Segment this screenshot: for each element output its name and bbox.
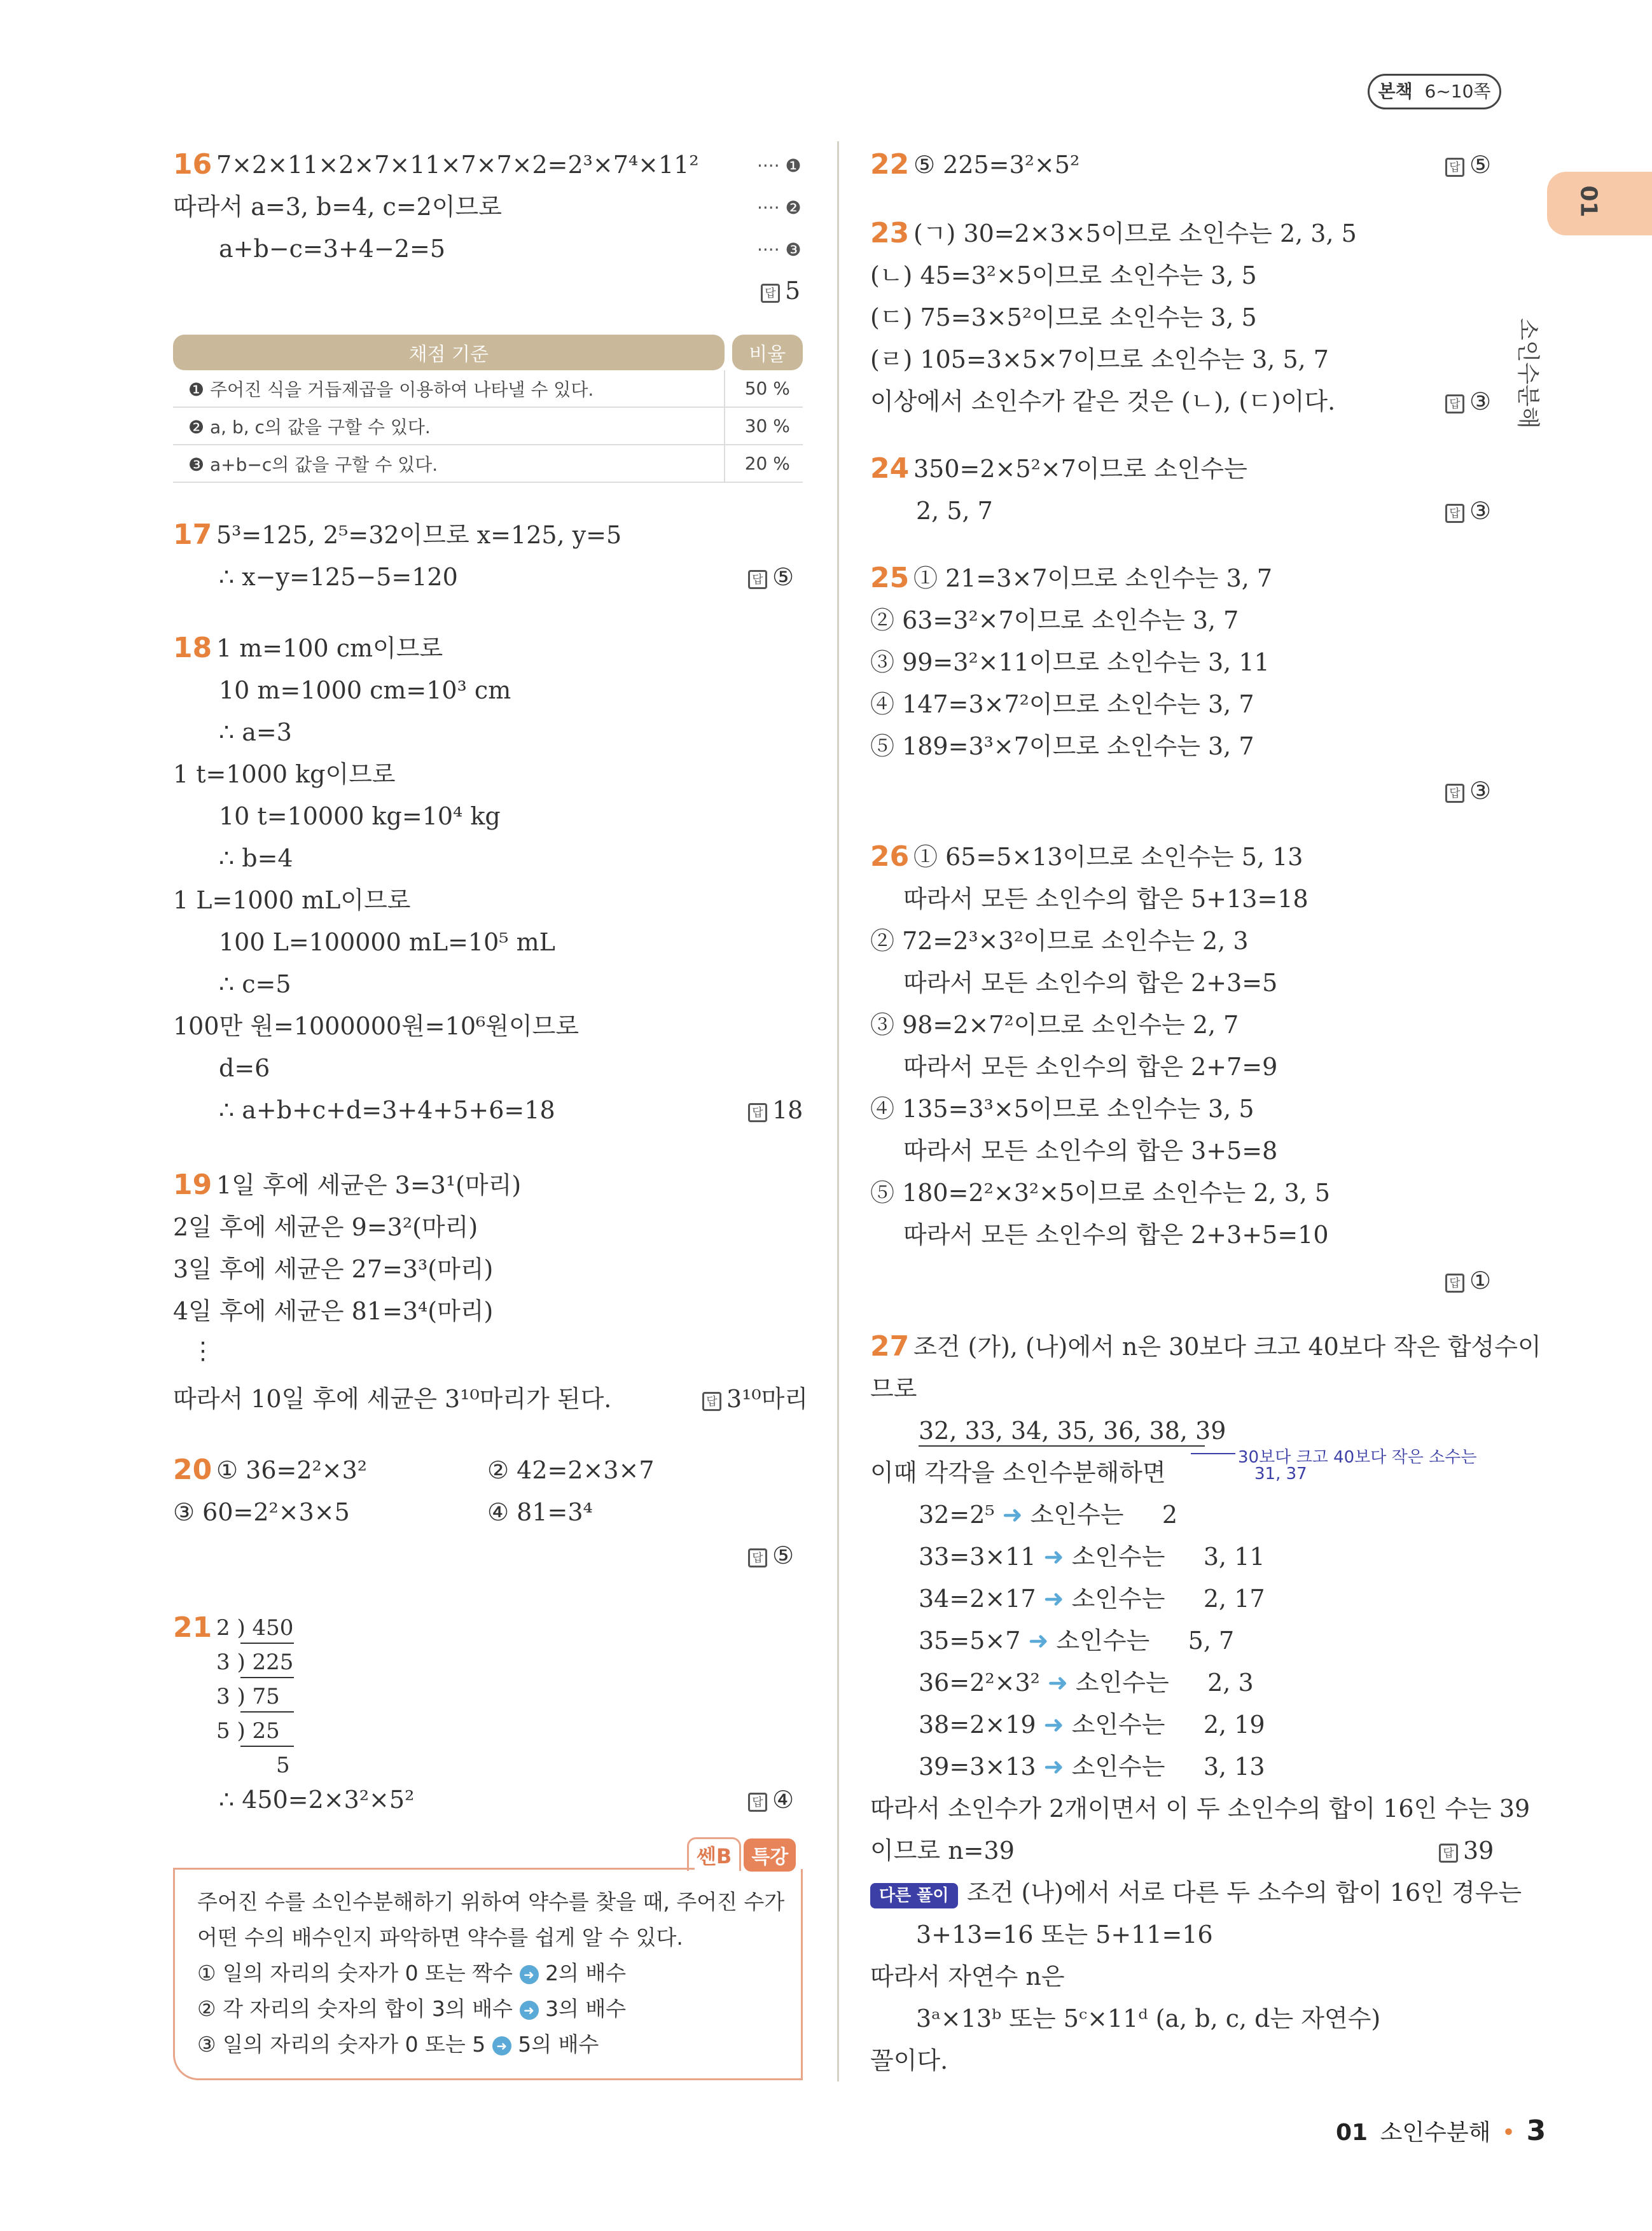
q25-number: 25: [870, 562, 910, 594]
q26-line5: ③ 98=2×7²이므로 소인수는 2, 7: [870, 1011, 1239, 1039]
q25-line1: ① 21=3×7이므로 소인수는 3, 7: [913, 564, 1273, 592]
q27-line6: 이므로 n=39: [870, 1837, 1015, 1865]
tip-line1: 주어진 수를 소인수분해하기 위하여 약수를 찾을 때, 주어진 수가: [197, 1889, 785, 1914]
arrow-icon: ➜: [520, 2001, 539, 2020]
q27-line5: 따라서 소인수가 2개이면서 이 두 소인수의 합이 16인 수는 39: [870, 1795, 1531, 1823]
q18-answer: [748, 1095, 803, 1125]
division-line: [240, 1677, 294, 1678]
q27-line4: 이때 각각을 소인수분해하면: [870, 1459, 1166, 1487]
q23-line5: 이상에서 소인수가 같은 것은 (ㄴ), (ㄷ)이다.: [870, 387, 1336, 415]
q20-option-3: ③ 60=2²×3×5: [173, 1498, 350, 1526]
q27-row-1: [919, 1500, 1177, 1529]
q21-line6: ∴ 450=2×3²×5²: [219, 1786, 415, 1814]
q17-line2: ∴ x−y=125−5=120: [219, 563, 458, 591]
q18-line2: 10 m=1000 cm=10³ cm: [219, 676, 511, 704]
arrow-icon: ➜: [1043, 1711, 1064, 1739]
q27-row-4-phrase: 소인수는: [1056, 1627, 1150, 1655]
q26-line8: 따라서 모든 소인수의 합은 3+5=8: [903, 1137, 1278, 1165]
answer-icon: 답: [702, 1392, 721, 1411]
q27-row-6-phrase: 소인수는: [1071, 1711, 1165, 1739]
q27-row-3: [919, 1584, 1265, 1613]
q26-answer: [1445, 1266, 1491, 1295]
criteria-pct-2: 30 %: [732, 407, 803, 445]
answer-icon: 답: [1445, 158, 1464, 177]
arrow-icon: ➜: [1043, 1585, 1064, 1613]
answer-icon: 답: [1445, 784, 1464, 803]
q27-line2: 므로: [870, 1375, 917, 1403]
tip-badge: [687, 1837, 796, 1869]
criteria-row-2: ❷ a, b, c의 값을 구할 수 있다.: [173, 407, 725, 445]
q27-underline: [919, 1445, 1205, 1447]
q22-number: 22: [870, 148, 910, 181]
q24-answer-value: ③: [1469, 497, 1492, 525]
chapter-side-tab: [1547, 172, 1652, 235]
q27-row-3-factor: 34=2×17: [919, 1585, 1036, 1613]
q24-line1: 350=2×5²×7이므로 소인수는: [913, 455, 1247, 483]
q17-answer: [748, 562, 794, 592]
criteria-header: 채점 기준: [173, 335, 725, 370]
criteria-pct-1: 50 %: [732, 370, 803, 407]
q21-answer: [748, 1785, 794, 1814]
q18-line12: ∴ a+b+c+d=3+4+5+6=18: [219, 1096, 555, 1124]
q27-number: 27: [870, 1330, 910, 1363]
q27-row-2-phrase: 소인수는: [1071, 1543, 1165, 1571]
q19-line1: 1일 후에 세균은 3=3¹(마리): [216, 1171, 522, 1199]
q16-step2: ···· ❷: [757, 197, 802, 218]
q27-row-6-primes: 2, 19: [1203, 1711, 1265, 1739]
chapter-number: 01: [1575, 185, 1602, 218]
q19-line4: 4일 후에 세균은 81=3⁴(마리): [173, 1297, 494, 1325]
alternate-solution-badge: 다른 풀이: [870, 1883, 958, 1908]
q27-row-6: [919, 1710, 1265, 1739]
q27-line3: 32, 33, 34, 35, 36, 38, 39: [919, 1417, 1226, 1445]
arrow-icon: ➜: [1002, 1501, 1023, 1529]
q20-option-1: ① 36=2²×3²: [216, 1456, 367, 1484]
tip-rule-3: ③ 일의 자리의 숫자가 0 또는 5: [197, 2032, 486, 2057]
q27-row-4: [919, 1626, 1234, 1655]
q19-line6: 따라서 10일 후에 세균은 3¹⁰마리가 된다.: [173, 1385, 612, 1413]
q27-row-6-factor: 38=2×19: [919, 1711, 1036, 1739]
q16-line2: 따라서 a=3, b=4, c=2이므로: [173, 193, 502, 221]
q16-step1: ···· ❶: [757, 155, 802, 176]
q23-line4: (ㄹ) 105=3×5×7이므로 소인수는 3, 5, 7: [870, 345, 1329, 373]
chapter-side-title: 소인수분해: [1515, 318, 1541, 429]
answer-icon: 답: [1445, 1274, 1464, 1293]
answer-icon: 답: [748, 1548, 767, 1567]
q25-answer: [1445, 776, 1491, 805]
q27-row-2: [919, 1542, 1265, 1571]
answer-icon: 답: [761, 284, 780, 303]
tip-line5: [197, 2027, 599, 2062]
q23-answer-value: ③: [1469, 387, 1492, 415]
q24-number: 24: [870, 452, 910, 485]
q26-line3: ② 72=2³×3²이므로 소인수는 2, 3: [870, 927, 1249, 955]
tip-line3: [197, 1956, 626, 1991]
q18-line6: ∴ b=4: [219, 844, 293, 872]
q26-line6: 따라서 모든 소인수의 합은 2+7=9: [903, 1053, 1278, 1081]
q18-line10: 100만 원=1000000원=10⁶원이므로: [173, 1012, 580, 1040]
division-line: [240, 1643, 294, 1644]
q25-answer-value: ③: [1469, 777, 1492, 805]
answer-icon: 답: [1445, 394, 1464, 414]
arrow-icon: ➜: [1028, 1627, 1049, 1655]
q26-number: 26: [870, 840, 910, 873]
tip-box-top-border: [173, 1868, 695, 1870]
answer-icon: 답: [1445, 504, 1464, 523]
q24-answer: [1445, 496, 1491, 525]
q27-row-7: [919, 1752, 1265, 1781]
q27-row-2-primes: 3, 11: [1203, 1543, 1265, 1571]
q17-answer-value: ⑤: [772, 563, 795, 591]
q27-row-1-phrase: 소인수는: [1030, 1501, 1124, 1529]
q27-row-2-factor: 33=3×11: [919, 1543, 1036, 1571]
q21-division-4: 5 ) 25: [216, 1718, 280, 1744]
q21-division-1: 2 ) 450: [216, 1615, 294, 1641]
arrow-icon: ➜: [1043, 1543, 1064, 1571]
q25-line3: ③ 99=3²×11이므로 소인수는 3, 11: [870, 648, 1270, 676]
arrow-icon: ➜: [520, 1965, 539, 1984]
arrow-icon: ➜: [1047, 1669, 1068, 1697]
criteria-pct-3: 20 %: [732, 445, 803, 482]
q17-number: 17: [173, 518, 212, 551]
division-line: [240, 1746, 294, 1747]
book-label: 본책: [1378, 81, 1413, 102]
footer-chapter-title: 소인수분해: [1380, 2120, 1491, 2146]
q16-number: 16: [173, 148, 212, 181]
page-range-tag: [1368, 74, 1501, 109]
answer-icon: 답: [1439, 1844, 1458, 1863]
tip-badge-label: 특강: [744, 1838, 796, 1872]
q20-option-2: ② 42=2×3×7: [487, 1456, 655, 1484]
alt-line5: 꼴이다.: [870, 2047, 948, 2075]
q27-row-1-primes: 2: [1162, 1501, 1178, 1529]
q16-line1: 7×2×11×2×7×11×7×7×2=2³×7⁴×11²: [216, 151, 699, 179]
q18-line1: 1 m=100 cm이므로: [216, 634, 443, 662]
q21-division-5: 5: [276, 1753, 290, 1778]
q27-answer: [1439, 1836, 1494, 1865]
q17-line1: 5³=125, 2⁵=32이므로 x=125, y=5: [216, 521, 622, 549]
page-number: 3: [1526, 2115, 1546, 2147]
q19-line3: 3일 후에 세균은 27=3³(마리): [173, 1255, 494, 1283]
q20-option-4: ④ 81=3⁴: [487, 1498, 593, 1526]
tip-rule-1-result: 2의 배수: [545, 1961, 627, 1985]
q27-row-5: [919, 1668, 1254, 1697]
q18-line5: 10 t=10000 kg=10⁴ kg: [219, 802, 501, 830]
q16-answer: [761, 276, 800, 305]
q27-line1: 조건 (가), (나)에서 n은 30보다 크고 40보다 작은 합성수이: [913, 1333, 1541, 1361]
alt-line4: 3ᵃ×13ᵇ 또는 5ᶜ×11ᵈ (a, b, c, d는 자연수): [916, 2005, 1381, 2033]
q18-line11: d=6: [219, 1054, 270, 1082]
q23-line1: (ㄱ) 30=2×3×5이므로 소인수는 2, 3, 5: [913, 219, 1357, 247]
q18-answer-value: 18: [772, 1096, 803, 1124]
tip-rule-1: ① 일의 자리의 숫자가 0 또는 짝수: [197, 1961, 513, 1985]
q18-line3: ∴ a=3: [219, 718, 292, 746]
q26-line1: ① 65=5×13이므로 소인수는 5, 13: [913, 843, 1303, 871]
q26-line10: 따라서 모든 소인수의 합은 2+3+5=10: [903, 1221, 1329, 1249]
footer-chapter-number: 01: [1336, 2120, 1368, 2146]
q26-line2: 따라서 모든 소인수의 합은 5+13=18: [903, 885, 1308, 913]
tip-rule-2-result: 3의 배수: [545, 1996, 627, 2021]
page-range: 6~10쪽: [1424, 81, 1491, 102]
q16-step3: ···· ❸: [757, 239, 802, 260]
q21-division-2: 3 ) 225: [216, 1650, 294, 1675]
grading-criteria-table: [173, 335, 803, 483]
q26-line7: ④ 135=3³×5이므로 소인수는 3, 5: [870, 1095, 1254, 1123]
tip-badge-name: 쎈B: [687, 1837, 741, 1871]
q18-line8: 100 L=100000 mL=10⁵ mL: [219, 928, 555, 956]
q18-line4: 1 t=1000 kg이므로: [173, 760, 396, 788]
q27-row-4-primes: 5, 7: [1188, 1627, 1235, 1655]
q19-answer: [702, 1384, 808, 1414]
q16-answer-value: 5: [785, 277, 801, 305]
q18-line7: 1 L=1000 mL이므로: [173, 886, 411, 914]
q20-answer: [748, 1541, 794, 1570]
arrow-icon: ➜: [1043, 1753, 1064, 1781]
q26-answer-value: ①: [1469, 1267, 1492, 1295]
q22-answer: [1445, 150, 1491, 179]
q21-answer-value: ④: [772, 1786, 795, 1814]
ratio-header: 비율: [732, 335, 803, 370]
tip-rule-3-result: 5의 배수: [518, 2032, 599, 2057]
q25-line2: ② 63=3²×7이므로 소인수는 3, 7: [870, 606, 1239, 634]
q27-row-7-phrase: 소인수는: [1071, 1753, 1165, 1781]
answer-icon: 답: [748, 570, 767, 589]
answer-icon: 답: [748, 1103, 767, 1122]
q23-line3: (ㄷ) 75=3×5²이므로 소인수는 3, 5: [870, 303, 1257, 331]
q23-number: 23: [870, 217, 910, 249]
q27-answer-value: 39: [1463, 1837, 1494, 1865]
q27-note-line1: 30보다 크고 40보다 작은 소수는: [1238, 1448, 1477, 1467]
q19-line5: ⋮: [191, 1337, 215, 1365]
q26-line9: ⑤ 180=2²×3²×5이므로 소인수는 2, 3, 5: [870, 1179, 1331, 1207]
page-footer: [1336, 2115, 1546, 2147]
q20-number: 20: [173, 1454, 212, 1486]
alt-line2: 3+13=16 또는 5+11=16: [916, 1921, 1213, 1949]
q23-line2: (ㄴ) 45=3²×5이므로 소인수는 3, 5: [870, 261, 1257, 289]
criteria-row-1: ❶ 주어진 식을 거듭제곱을 이용하여 나타낼 수 있다.: [173, 370, 725, 407]
footer-separator: •: [1501, 2120, 1516, 2146]
tip-line2: 어떤 수의 배수인지 파악하면 약수를 쉽게 알 수 있다.: [197, 1925, 683, 1950]
criteria-row-3: ❸ a+b−c의 값을 구할 수 있다.: [173, 445, 725, 482]
q27-row-7-factor: 39=3×13: [919, 1753, 1036, 1781]
alt-line3: 따라서 자연수 n은: [870, 1963, 1065, 1991]
q21-division-3: 3 ) 75: [216, 1684, 280, 1709]
q18-line9: ∴ c=5: [219, 970, 291, 998]
q27-note-connector: [1191, 1453, 1235, 1454]
column-divider: [837, 141, 839, 2082]
q27-row-3-phrase: 소인수는: [1071, 1585, 1165, 1613]
q27-row-3-primes: 2, 17: [1203, 1585, 1265, 1613]
q27-row-5-factor: 36=2²×3²: [919, 1669, 1040, 1697]
q19-line2: 2일 후에 세균은 9=3²(마리): [173, 1213, 478, 1241]
q27-row-4-factor: 35=5×7: [919, 1627, 1021, 1655]
q16-line3: a+b−c=3+4−2=5: [219, 235, 446, 263]
q27-row-1-factor: 32=2⁵: [919, 1501, 995, 1529]
q19-answer-value: 3¹⁰마리: [726, 1385, 809, 1413]
q25-line4: ④ 147=3×7²이므로 소인수는 3, 7: [870, 690, 1254, 718]
tip-line4: [197, 1991, 626, 2026]
q21-number: 21: [173, 1611, 212, 1644]
q27-row-7-primes: 3, 13: [1203, 1753, 1265, 1781]
tip-rule-2: ② 각 자리의 숫자의 합이 3의 배수: [197, 1996, 513, 2021]
alt-line1: 조건 (나)에서 서로 다른 두 소수의 합이 16인 경우는: [967, 1879, 1522, 1907]
q27-row-5-phrase: 소인수는: [1075, 1669, 1169, 1697]
q24-line2: 2, 5, 7: [916, 497, 993, 525]
division-line: [240, 1711, 294, 1713]
answer-icon: 답: [748, 1793, 767, 1812]
q26-line4: 따라서 모든 소인수의 합은 2+3=5: [903, 969, 1278, 997]
q27-note-line2: 31, 37: [1254, 1464, 1307, 1484]
q19-number: 19: [173, 1169, 212, 1201]
q27-row-5-primes: 2, 3: [1207, 1669, 1254, 1697]
q23-answer: [1445, 387, 1491, 416]
arrow-icon: ➜: [492, 2036, 511, 2055]
q22-line1: ⑤ 225=3²×5²: [913, 151, 1080, 179]
q25-line5: ⑤ 189=3³×7이므로 소인수는 3, 7: [870, 732, 1254, 760]
q22-answer-value: ⑤: [1469, 151, 1492, 179]
q20-answer-value: ⑤: [772, 1541, 795, 1569]
q18-number: 18: [173, 632, 212, 664]
